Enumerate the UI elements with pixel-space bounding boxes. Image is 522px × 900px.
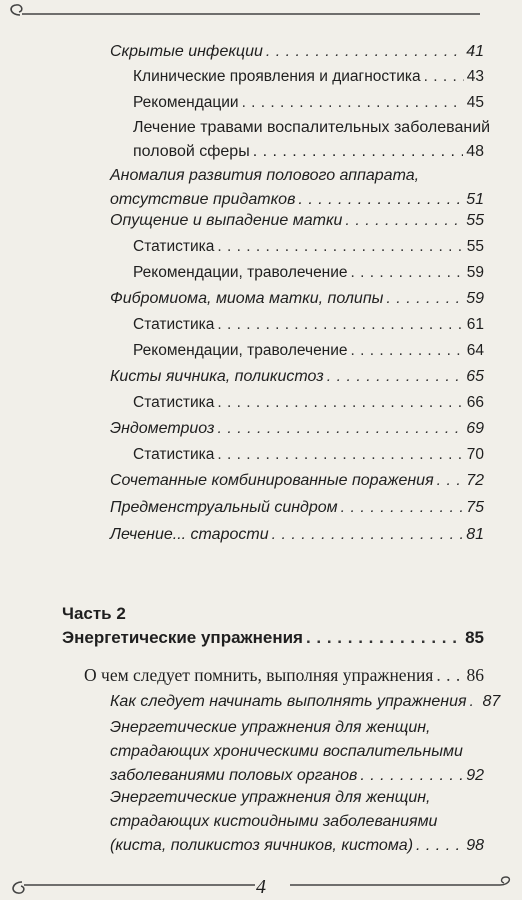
toc-entry: Статистика . . . 55	[133, 237, 484, 257]
toc-entry: Сочетанные комбинированные поражения . . . 72	[110, 471, 484, 491]
toc-entry-multiline: Энергетические упражнения для женщин, страдающих кистоидными заболеваниями (киста, поликистоз яичников, кистома) . . . 98	[110, 786, 484, 858]
page-number: 4	[256, 876, 266, 898]
toc-entry-multiline: Аномалия развития полового аппарата, отсутствие придатков . . . 51	[110, 164, 484, 212]
toc-entry: Лечение... старости . . . 81	[110, 525, 484, 545]
part-label: Часть 2	[62, 604, 126, 623]
ornament-top-icon	[0, 0, 522, 24]
toc-entry: О чем следует помнить, выполняя упражнения . . . 86	[84, 665, 484, 685]
toc-entry-multiline: Энергетические упражнения для женщин, страдающих хроническими воспалительными заболеваниями половых органов . . . 92	[110, 716, 484, 788]
toc-entry: Фибромиома, миома матки, полипы . . . 59	[110, 289, 484, 309]
toc-entry: Рекомендации . . . 45	[133, 93, 484, 113]
toc-entry: Опущение и выпадение матки . . . 55	[110, 211, 484, 231]
toc-entry: Клинические проявления и диагностика . . . 43	[133, 67, 484, 87]
toc-entry: Статистика . . . 61	[133, 315, 484, 335]
toc-entry-multiline: Лечение травами воспалительных заболеваний половой сферы . . . 48	[133, 116, 484, 164]
toc-entry: Скрытые инфекции . . . 41	[110, 42, 484, 62]
toc-entry: Как следует начинать выполнять упражнения . . . 87	[110, 692, 484, 712]
part-title-entry: Энергетические упражнения . . . 85	[62, 628, 484, 648]
toc-entry: Статистика . . . 66	[133, 393, 484, 413]
toc-entry: Рекомендации, траволечение . . . 64	[133, 341, 484, 361]
toc-entry: Кисты яичника, поликистоз . . . 65	[110, 367, 484, 387]
toc-entry: Предменструальный синдром . . . 75	[110, 498, 484, 518]
toc-entry: Эндометриоз . . . 69	[110, 419, 484, 439]
toc-entry: Рекомендации, траволечение . . . 59	[133, 263, 484, 283]
toc-entry: Статистика . . . 70	[133, 445, 484, 465]
